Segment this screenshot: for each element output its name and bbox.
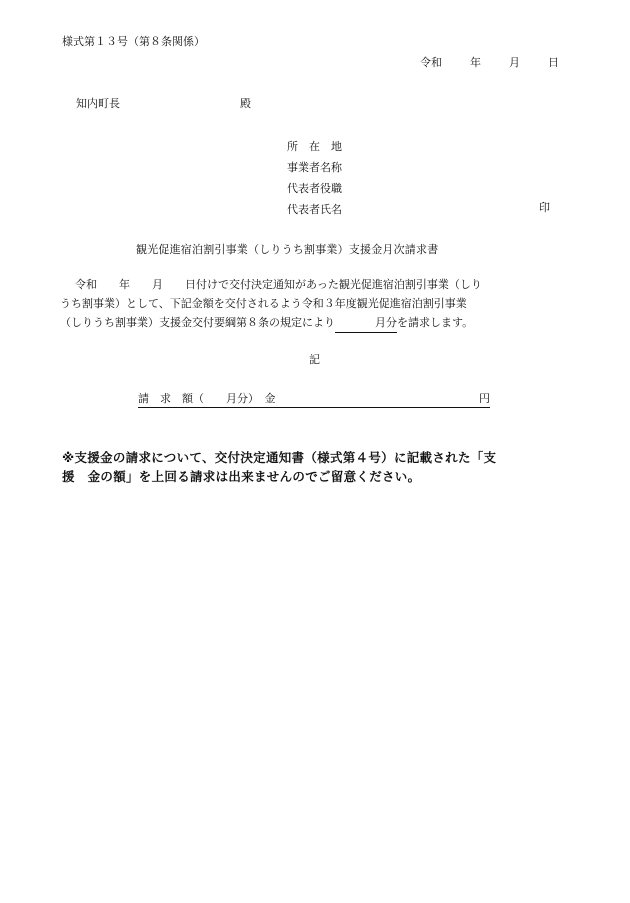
business-name-label: 事業者名称 (287, 161, 342, 174)
amount-unit: 円 (479, 392, 490, 405)
date-line (420, 54, 559, 70)
amount-label: 請 求 額（ 月分） 金 (138, 392, 276, 405)
date-day-unit: 日 (548, 56, 559, 69)
notice-line-1: ※支援金の請求について、交付決定通知書（様式第４号）に記載された「支 (62, 450, 497, 465)
applicant-block (287, 136, 342, 220)
notice-line-2: 援 金の額」を上回る請求は出来ませんのでご留意ください。 (62, 469, 421, 484)
amount-line (138, 390, 490, 408)
body-line-1: 令和 年 月 日付けで交付決定通知があった観光促進宿泊割引事業（しり (75, 278, 482, 291)
month-blank: 月分 (335, 313, 397, 333)
document-title: 観光促進宿泊割引事業（しりうち割事業）支援金月次請求書 (136, 243, 439, 256)
ki-mark: 記 (309, 353, 320, 366)
addressee (76, 95, 251, 111)
body-line-2: うち割事業）として、下記金額を交付されるよう令和３年度観光促進宿泊割引事業 (60, 297, 467, 310)
addressee-name: 知内町長 (76, 97, 120, 110)
date-month-unit: 月 (509, 56, 520, 69)
form-number: 様式第１３号（第８条関係） (62, 35, 205, 48)
date-era: 令和 (420, 56, 442, 69)
address-label: 所 在 地 (287, 140, 342, 153)
notice (62, 448, 572, 486)
body-line-3-suffix: を請求します。 (397, 316, 474, 329)
representative-title-label: 代表者役職 (287, 182, 342, 195)
body-line-3-prefix: （しりうち割事業）支援金交付要綱第８条の規定により (60, 316, 335, 329)
addressee-honorific: 殿 (240, 97, 251, 110)
seal-mark: 印 (539, 201, 550, 214)
body-line-3 (60, 313, 570, 332)
representative-name-label: 代表者氏名 (287, 203, 342, 216)
date-year-unit: 年 (470, 56, 481, 69)
body-text (60, 275, 570, 332)
